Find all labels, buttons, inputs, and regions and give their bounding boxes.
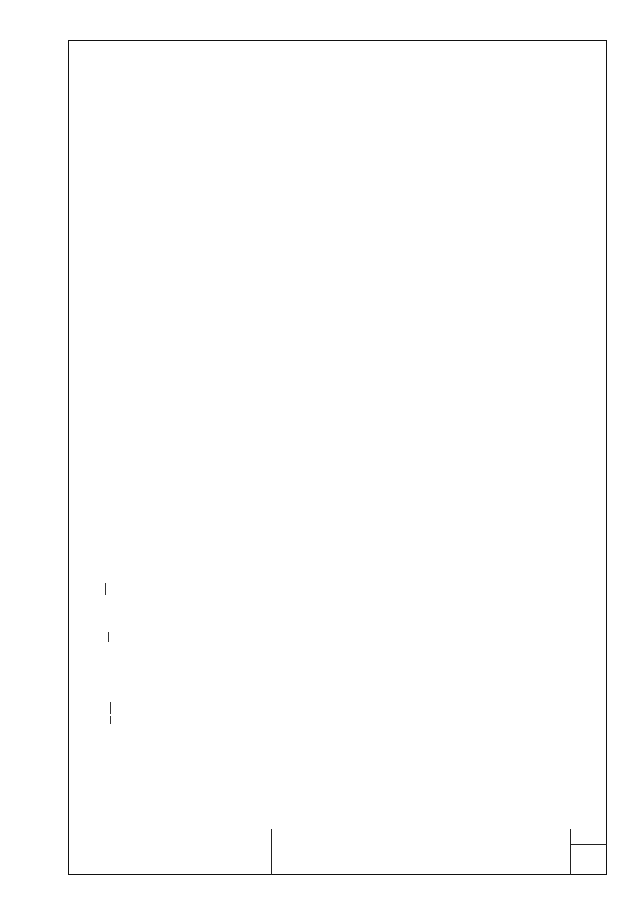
document-content	[168, 48, 518, 58]
page-frame	[68, 40, 607, 875]
title-block	[68, 829, 607, 875]
document-code	[271, 829, 571, 875]
margin-mark	[110, 702, 111, 714]
margin-mark	[105, 583, 106, 595]
revision-grid	[68, 829, 271, 875]
sheet-box	[571, 829, 607, 875]
margin-mark	[110, 716, 111, 724]
margin-mark	[108, 632, 109, 642]
